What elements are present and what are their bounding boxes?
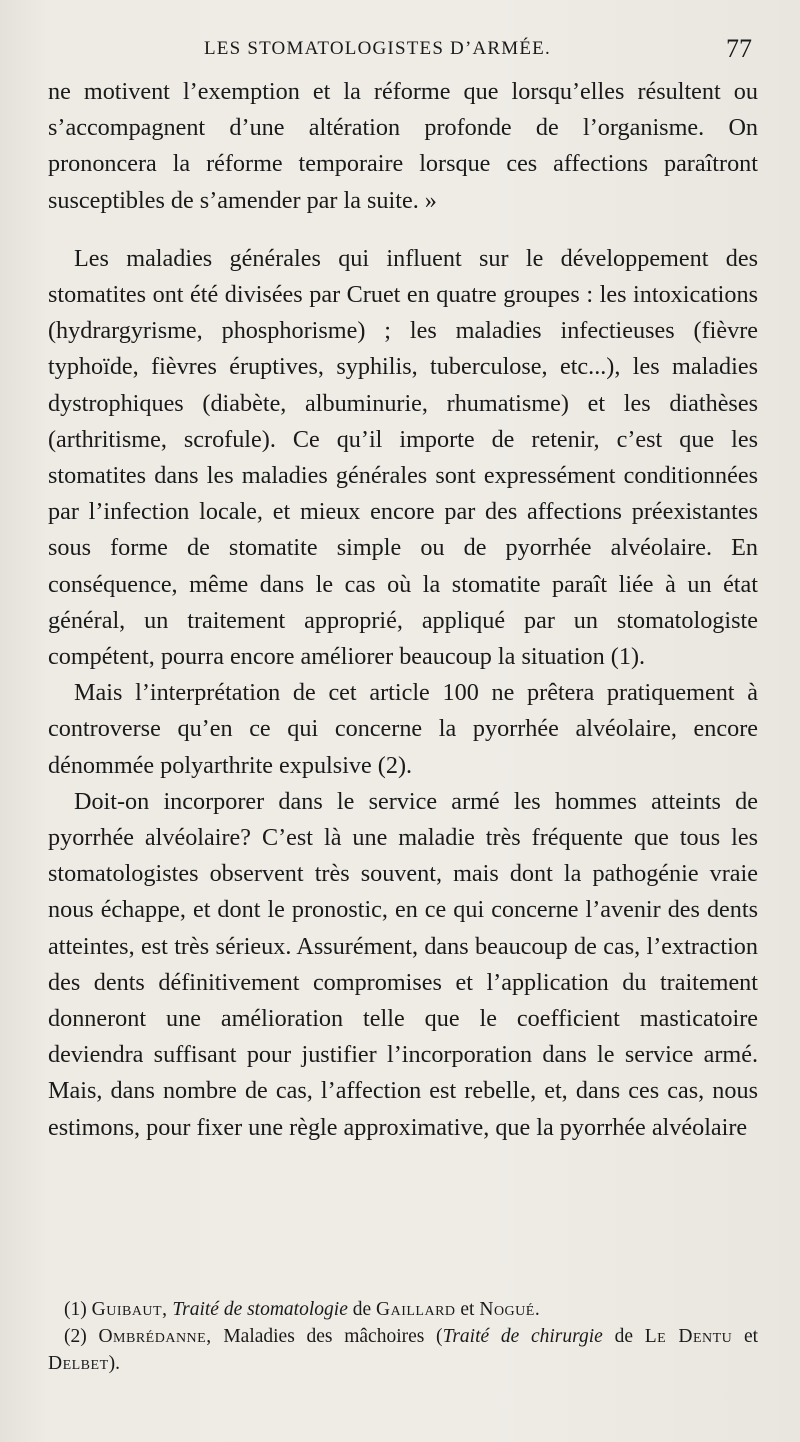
footnote-author: Le Dentu [644, 1326, 733, 1347]
paragraph-continued: ne motivent l’exemption et la réforme que lorsqu’elles résultent ou s’accompagnent d’une altération profonde de l’organisme. On prononcera la réforme temporaire lorsque ces affections paraîtront susceptibles de s’amender par la suite. » [48, 78, 758, 214]
footnote-title: Traité de stomatologie [172, 1299, 348, 1320]
paragraph: Doit-on incorporer dans le service armé les hommes atteints de pyorrhée alvéolaire? C’est là une maladie très fréquente que tous les stomatologistes observent très souvent, mais dont la pathogénie vraie nous échappe, et dont le pronostic, en ce qui concerne l’avenir des dents atteintes, est très sérieux. Assurément, dans beaucoup de cas, l’extraction des dents définitivement compromises et l’application du traitement donneront une amélioration telle que le coefficient masticatoire deviendra suffisant pour justifier l’incorporation dans le service armé. Mais, dans nombre de cas, l’affection est rebelle, et, dans ces cas, nous estimons, pour fixer une règle approximative, que la pyorrhée alvéolaire [48, 787, 758, 1141]
footnote-author: Gaillard [376, 1299, 456, 1320]
footnote-author: Delbet [48, 1353, 109, 1374]
paragraph: Mais l’interprétation de cet article 100 ne prêtera pratiquement à controverse qu’en ce qui concerne la pyorrhée alvéolaire, encore dénommée polyarthrite expulsive (2). [48, 679, 758, 779]
page-number: 77 [726, 34, 752, 63]
footnote-text: ). [108, 1353, 121, 1374]
paragraph: Les maladies générales qui influent sur le développement des stomatites ont été divisées par Cruet en quatre groupes : les intoxications (hydrargyrisme, phosphorisme) ; les maladies infectieuses (fièvre typhoïde, fièvres éruptives, syphilis, tuberculose, etc...), les maladies dystrophiques (diabète, albuminurie, rhumatisme) et les diathèses (arthritisme, scrofule). Ce qu’il importe de retenir, c’est que les stomatites dans les maladies générales sont expressément conditionnées par l’infection locale, et mieux encore par des affections préexistantes sous forme de stomatite simple ou de pyorrhée alvéolaire. En conséquence, même dans le cas où la stomatite paraît liée à un état général, un traitement approprié, appliqué par un stomatologiste compétent, pourra encore améliorer beaucoup la situation (1). [48, 244, 758, 671]
footnote-author: Ombrédanne, [98, 1326, 212, 1347]
footnote-text: de [352, 1299, 372, 1320]
footnote-marker: (1) [64, 1299, 87, 1320]
footnotes [48, 1296, 758, 1377]
body-text [48, 74, 758, 1146]
footnote-text: Maladies des mâchoires ( [223, 1326, 443, 1347]
footnote-text: de [614, 1326, 633, 1347]
running-head: LES STOMATOLOGISTES D’ARMÉE. [204, 38, 551, 59]
footnote-author: Nogué. [479, 1299, 541, 1320]
footnote-text: et [743, 1326, 759, 1347]
page-header [0, 34, 800, 70]
footnote-1 [48, 1296, 758, 1323]
footnote-marker: (2) [64, 1326, 87, 1347]
footnote-text: et [460, 1299, 475, 1320]
footnote-2 [48, 1323, 758, 1377]
footnote-author: Guibaut, [91, 1299, 168, 1320]
footnote-title: Traité de chirurgie [442, 1326, 603, 1347]
